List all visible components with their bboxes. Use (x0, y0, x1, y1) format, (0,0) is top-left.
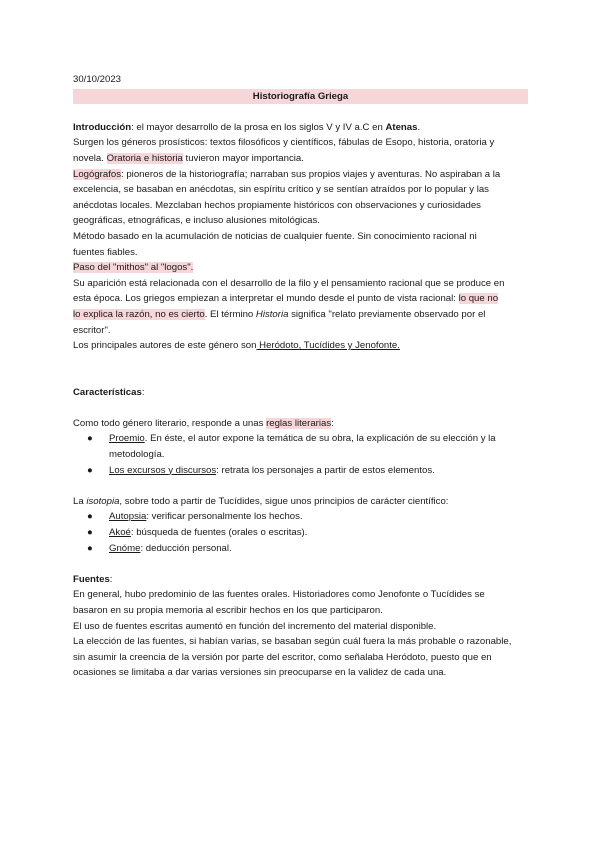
term-autopsia: Autopsia (109, 511, 147, 523)
item-text-cont: metodología. (109, 449, 165, 461)
bullet-icon: ● (87, 433, 93, 445)
item-text: : retrata los personajes a partir de estos elementos. (216, 464, 435, 476)
spacer (73, 354, 528, 385)
intro-historia-italic: Historia (255, 308, 289, 320)
bullet-icon: ● (87, 542, 93, 554)
intro-line-15 (73, 338, 528, 354)
intro-text: significa "relato previamente observado por el (288, 308, 486, 320)
list-item-line (109, 509, 528, 525)
intro-line-4 (73, 167, 528, 183)
item-text: : deducción personal. (140, 542, 232, 554)
text: Como todo género literario, responde a unas (73, 417, 267, 429)
fuentes-line-6: ocasiones se limitaba a dar varias versiones sin preocuparse en la validez de cada una. (73, 667, 447, 679)
item-text: . En éste, el autor expone la temática de su obra, la explicación de su elección y la (144, 433, 496, 445)
intro-dot: . (417, 121, 421, 133)
list-item-line (109, 541, 528, 557)
document-body (73, 72, 528, 681)
intro-line-1 (73, 120, 528, 136)
heading-text: Fuentes (73, 573, 110, 585)
intro-line-10 (73, 260, 528, 276)
term-proemio: Proemio (109, 433, 145, 445)
intro-text: : pioneros de la historiografía; narraban sus propios viajes y aventuras. No aspiraban a la (121, 168, 501, 180)
heading-colon: : (109, 573, 113, 585)
caracteristicas-section (73, 385, 528, 557)
highlight-razon-2: lo explica la razón, no es cierto (73, 308, 205, 320)
fuentes-line-4: La elección de las fuentes, si habían varias, se basaban según cuál fuera la más probable o razonable, (73, 636, 512, 648)
fuentes-heading (73, 572, 528, 588)
intro-text: novela. (73, 152, 107, 164)
highlight-oratoria: Oratoria e historia (106, 152, 183, 164)
caracteristicas-heading (73, 385, 528, 401)
highlight-reglas: reglas literarias (266, 417, 332, 429)
list-item (73, 541, 528, 557)
intro-line-7: geográficas, etnográficas, e incluso alusiones mitológicas. (73, 215, 320, 227)
underlined-authors: Heródoto, Tucídides y Jenofonte. (256, 340, 400, 352)
list-item-line (109, 431, 528, 447)
text: , sobre todo a partir de Tucídides, sigue unos principios de carácter científico: (119, 495, 449, 507)
term-excursos: Los excursos y discursos (109, 464, 217, 476)
bullet-icon: ● (87, 527, 93, 539)
intro-text: Los principales autores de este género son (73, 340, 257, 352)
fuentes-line-5: sin asumir la creencia de la versión por parte del escritor, como señalaba Heródoto, puesto que en (73, 651, 492, 663)
intro-text: tuvieron mayor importancia. (182, 152, 304, 164)
bullet-icon: ● (87, 464, 93, 476)
intro-line-14: escritor". (73, 324, 111, 336)
highlight-mithos-logos: Paso del "mithos" al "logos". (73, 262, 194, 274)
bullet-icon: ● (87, 511, 93, 523)
intro-text: . El término (204, 308, 256, 320)
list-item (73, 431, 528, 462)
list-item (73, 509, 528, 525)
term-akoe: Akoé (109, 527, 131, 539)
heading-text: Características (73, 386, 142, 398)
intro-line-8: Método basado en la acumulación de noticias de cualquier fuente. Sin conocimiento racional ni (73, 230, 477, 242)
fuentes-line-1: En general, hubo predominio de las fuentes orales. Historiadores como Jenofonte o Tucídides se (73, 589, 485, 601)
intro-line-5: excelencia, se basaban en anécdotas, sin espíritu crítico y se sentían atraídos por lo popular y las (73, 184, 489, 196)
list-item-line (109, 525, 528, 541)
intro-line-13 (73, 307, 528, 323)
intro-line-9: fuentes fiables. (73, 246, 138, 258)
spacer (73, 478, 528, 494)
intro-line-12 (73, 291, 528, 307)
text: La (73, 495, 87, 507)
highlight-razon-1: lo que no (458, 293, 499, 305)
caracteristicas-intro (73, 416, 528, 432)
date: 30/10/2023 (73, 74, 122, 85)
item-text: : búsqueda de fuentes (orales o escritas). (130, 527, 308, 539)
fuentes-line-2: basaron en su propia memoria al escribir hechos en los que participaron. (73, 605, 383, 616)
item-text: : verificar personalmente los hechos. (146, 511, 303, 523)
list-item (73, 525, 528, 541)
intro-line-11: Su aparición está relacionada con el desarrollo de la filo y el pensamiento racional que se produce en (73, 277, 505, 289)
fuentes-line-3: El uso de fuentes escritas aumentó en función del incremento del material disponible. (73, 620, 437, 632)
intro-text: esta época. Los griegos empiezan a interpretar el mundo desde el punto de vista racional: (73, 293, 459, 305)
intro-text: : el mayor desarrollo de la prosa en los siglos V y IV a.C en (131, 121, 386, 133)
spacer (73, 556, 528, 572)
intro-line-3 (73, 151, 528, 167)
intro-line-6: anécdotas locales. Mezclaban hechos propiamente históricos con observaciones y curiosidades (73, 199, 481, 211)
spacer (73, 400, 528, 416)
intro-line-2: Surgen los géneros prosísticos: textos filosóficos y científicos, fábulas de Esopo, historia, oratoria y (73, 137, 495, 149)
list-item (73, 463, 528, 479)
heading-colon: : (141, 386, 145, 398)
intro-section (73, 120, 528, 354)
intro-label: Introducción (73, 121, 132, 133)
reglas-list (73, 431, 528, 478)
page-title: Historiografía Griega (73, 89, 528, 105)
isotopia-italic: isotopia (86, 495, 120, 507)
highlight-logografos: Logógrafos (73, 168, 122, 180)
list-item-line (109, 463, 528, 479)
fuentes-section (73, 572, 528, 681)
isotopia-list (73, 509, 528, 556)
text: : (331, 417, 334, 429)
isotopia-intro (73, 494, 528, 510)
term-gnome: Gnóme (109, 542, 141, 554)
spacer (73, 104, 528, 120)
intro-atenas: Atenas (385, 121, 418, 133)
